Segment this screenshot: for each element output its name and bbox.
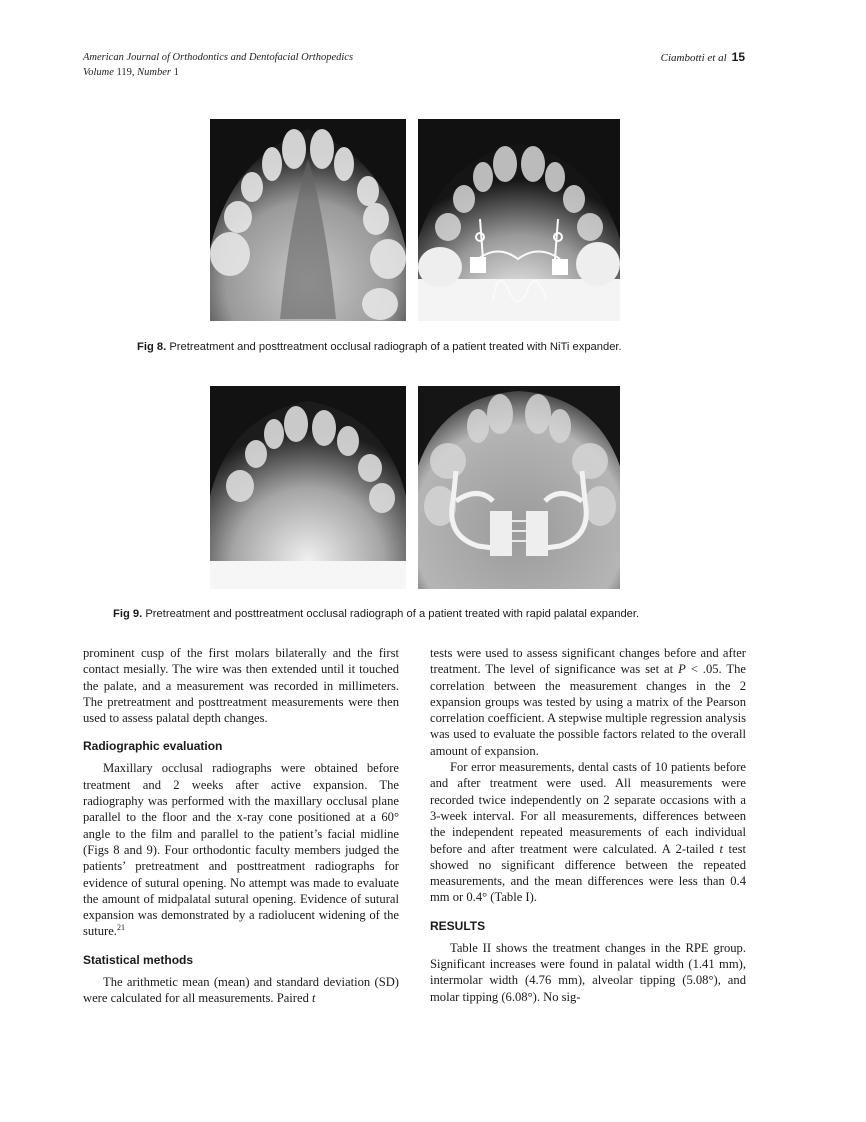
fig9-caption: Fig 9. Pretreatment and posttreatment occlusal radiograph of a patient treated with rapid palatal expander. [113,608,640,620]
fig8-posttreatment-radiograph [418,119,620,321]
fig9-posttreatment-radiograph [418,386,620,589]
section-heading-radiographic-evaluation: Radiographic evaluation [83,739,223,754]
fig9-pretreatment-radiograph [210,386,406,589]
page-number: 15 [731,50,745,64]
volume-number: Volume 119, Number 1 [83,67,179,78]
running-header-authors [661,50,745,66]
journal-title: American Journal of Orthodontics and Dentofacial Orthopedics [83,52,354,63]
section-heading-statistical-methods: Statistical methods [83,952,194,967]
section-heading-results: RESULTS [430,918,486,933]
paragraph: Table II shows the treatment changes in the RPE group. Significant increases were found in palatal width (1.41 mm), intermolar width (4.76 mm), alveolar tipping (5.08°), and molar tipping (6.08°). No sig- [430,940,746,1004]
running-header-journal [83,50,353,80]
fig8-caption: Fig 8. Pretreatment and posttreatment occlusal radiograph of a patient treated with NiTi expander. [137,341,622,353]
paragraph: Maxillary occlusal radiographs were obtained before treatment and 2 weeks after active expansion. The radiography was performed with the maxillary occlusal plane parallel to the floor and the x-ray cone positioned at a 60° angle to the film and parallel to the patient’s facial midline (Figs 8 and 9). Four orthodontic faculty members judged the patients’ pretreatment and posttreatment radiographs for evidence of sutural opening. No attempt was made to evaluate the amount of midpalatal sutural opening. Evidence of sutural expansion was demonstrated by a radiolucent widening of the suture.$^{21}$ [83,761,399,939]
paragraph: For error measurements, dental casts of 10 patients before and after treatment were used. All measurements were recorded twice independently on 2 separate occasions with a 3-week interval. For all measurements, differences between the independent repeated measurements of each individual before and after treatment were calculated. A 2-tailed t test showed no significant difference between the repeated measurements, and the mean differences were less than 0.4 mm or 0.4° (Table I). [430,760,746,905]
right-column [430,645,746,1005]
left-column [83,645,399,1006]
authors: Ciambotti et al [660,52,727,64]
paragraph: The arithmetic mean (mean) and standard deviation (SD) were calculated for all measurements. Paired t [83,974,399,1006]
paragraph: tests were used to assess significant changes before and after treatment. The level of significance was set at P < .05. The correlation between the measurement changes in the 2 expansion groups was tested by using a matrix of the Pearson correlation coefficient. A stepwise multiple regression analysis was used to evaluate the possible factors related to the overall amount of expansion. [430,646,746,758]
paragraph: prominent cusp of the first molars bilaterally and the first contact mesially. The wire was then extended until it touched the palate, and a measurement was recorded in millimeters. The pretreatment and posttreatment measurements were then used to assess palatal depth changes. [83,646,399,726]
reference-superscript: 21 [116,923,125,933]
fig8-pretreatment-radiograph [210,119,406,321]
